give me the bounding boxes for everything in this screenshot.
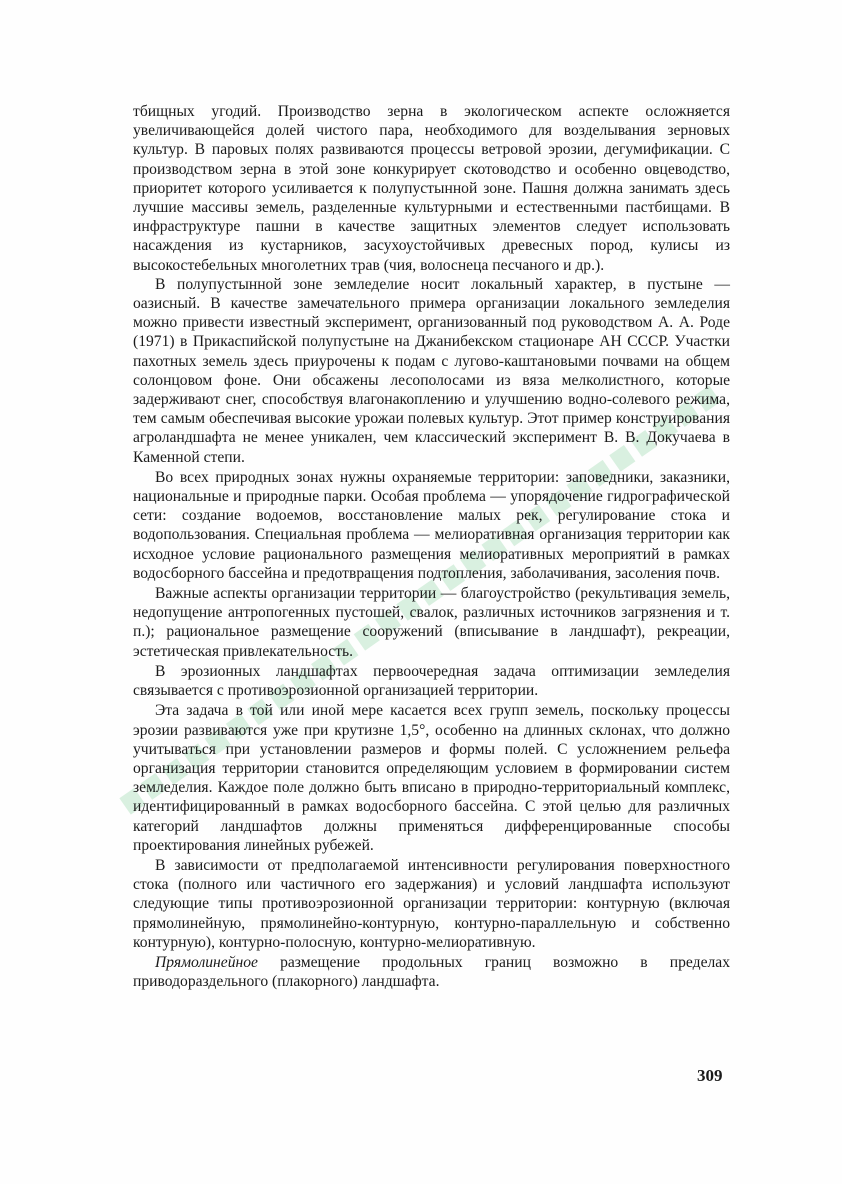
italic-term: Прямолинейное — [155, 953, 258, 971]
paragraph-5: В эрозионных ландшафтах первоочередная задача оптимизации земледелия связывается с противоэрозионной организацией территории. — [133, 662, 730, 700]
paragraph-6: Эта задача в той или иной мере касается всех групп земель, поскольку процессы эрозии развиваются уже при крутизне 1,5°, особенно на длинных склонах, что должно учитываться при установлении размеров и формы полей. С усложнением рельефа организация территории становится определяющим условием в формировании систем земледелия. Каждое поле должно быть вписано в природно-территориальный комплекс, идентифицированный в рамках водосборного бассейна. С этой целью для различных категорий ландшафтов должны применяться дифференцированные способы проектирования линейных рубежей. — [133, 702, 730, 854]
paragraph-8 — [133, 953, 730, 991]
paragraph-2: В полупустынной зоне земледелие носит локальный характер, в пустыне — оазисный. В качестве замечательного примера организации локального земледелия можно привести известный эксперимент, организованный под руководством А. А. Роде (1971) в Прикаспийской полупустыне на Джанибекском стационаре АН СССР. Участки пахотных земель здесь приурочены к подам с лугово-каштановыми почвами на общем солонцовом фоне. Они обсажены лесополосами из вяза мелколистного, которые задерживают снег, способствуя влагонакоплению и улучшению водно-солевого режима, тем самым обеспечивая высокие урожаи полевых культур. Этот пример конструирования агроландшафта не менее уникален, чем классический эксперимент В. В. Докучаева в Каменной степи. — [133, 275, 730, 466]
page-number: 309 — [697, 1066, 723, 1085]
paragraph-4: Важные аспекты организации территории — благоустройство (рекультивация земель, недопущение антропогенных пустошей, свалок, различных источников загрязнения и т. п.); рациональное размещение сооружений (вписывание в ландшафт), рекреации, эстетическая привлекательность. — [133, 585, 730, 660]
paragraph-7: В зависимости от предполагаемой интенсивности регулирования поверхностного стока (полного или частичного его задержания) и условий ландшафта используют следующие типы противоэрозионной организации территории: контурную (включая прямолинейную, прямолинейно-контурную, контурно-параллельную и собственно контурную), контурно-полосную, контурно-мелиоративную. — [133, 856, 730, 951]
paragraph-1: тбищных угодий. Производство зерна в экологическом аспекте осложняется увеличивающейся долей чистого пара, необходимого для возделывания зерновых культур. В паровых полях развиваются процессы ветровой эрозии, дегумификации. С производством зерна в этой зоне конкурирует скотоводство и особенно овцеводство, приоритет которого усиливается к полупустынной зоне. Пашня должна занимать здесь лучшие массивы земель, разделенные культурными и естественными пастбищами. В инфраструктуре пашни в качестве защитных элементов следует использовать насаждения из кустарников, засухоустойчивых древесных пород, кулисы из высокостебельных многолетних трав (чия, волоснеца песчаного и др.). — [133, 103, 730, 274]
main-text — [133, 102, 730, 991]
paragraph-3: Во всех природных зонах нужны охраняемые территории: заповедники, заказники, национальные и природные парки. Особая проблема — упорядочение гидрографической сети: создание водоемов, восстановление малых рек, регулирование стока и водопользования. Специальная проблема — мелиоративная организация территории как исходное условие рационального размещения мелиоративных мероприятий в рамках водосборного бассейна и предотвращения подтопления, заболачивания, засоления почв. — [133, 468, 730, 582]
paragraph-8-text: размещение продольных границ возможно в пределах приводораздельного (плакорного) ландшафта. — [133, 953, 730, 991]
